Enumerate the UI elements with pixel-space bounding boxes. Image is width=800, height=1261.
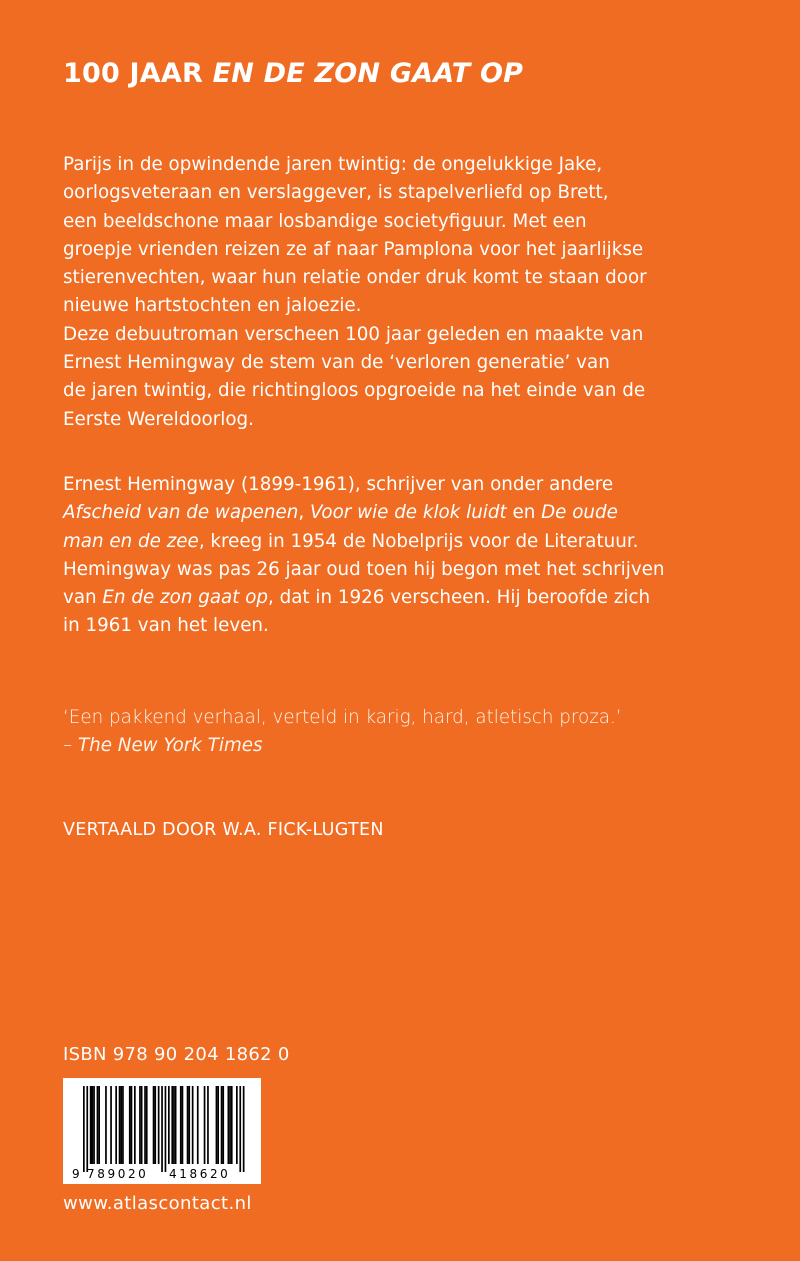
- barcode-bar: [171, 1086, 173, 1164]
- barcode-right-digits: 418620: [169, 1167, 231, 1181]
- barcode-bar: [173, 1086, 175, 1164]
- text-line: [63, 528, 763, 556]
- barcode-bar: [119, 1086, 121, 1164]
- barcode-bar: [204, 1086, 206, 1164]
- barcode-graphic: [63, 1078, 261, 1184]
- barcode-bar: [93, 1086, 95, 1164]
- barcode-bar: [216, 1086, 218, 1164]
- text-fragment: en: [506, 502, 542, 524]
- text-line: de jaren twintig, die richtingloos opgroeide na het einde van de: [63, 380, 646, 402]
- barcode-bar: [228, 1086, 230, 1164]
- barcode-bar: [122, 1086, 124, 1164]
- barcode-bar: [154, 1086, 156, 1164]
- barcode-bar: [197, 1086, 199, 1164]
- barcode-bars: [83, 1086, 245, 1172]
- barcode-bar: [86, 1086, 88, 1172]
- text-fragment: ,: [298, 502, 310, 524]
- barcode-bar: [158, 1086, 160, 1164]
- synopsis: [63, 151, 763, 434]
- barcode-bar: [222, 1086, 224, 1164]
- text-line: Parijs in de opwindende jaren twintig: de ongelukkige Jake,: [63, 154, 603, 175]
- text-line: in 1961 van het leven.: [63, 615, 269, 637]
- quote-source: The New York Times: [77, 735, 263, 757]
- barcode-bar: [92, 1086, 94, 1164]
- text-fragment: van: [63, 587, 103, 609]
- author-bio-paragraph: [63, 471, 763, 641]
- text-line: oorlogsveteraan en verslaggever, is stapelverliefd op Brett,: [63, 182, 609, 204]
- barcode-bar: [180, 1086, 182, 1164]
- synopsis-paragraph-1: [63, 151, 763, 321]
- barcode-bar: [168, 1086, 170, 1164]
- barcode-bar: [115, 1086, 117, 1164]
- barcode-bar: [161, 1086, 163, 1172]
- barcode-bar: [175, 1086, 177, 1164]
- book-title: man en de zee: [63, 530, 199, 552]
- barcode-bar: [207, 1086, 209, 1164]
- text-line: nieuwe hartstochten en jaloezie.: [63, 295, 362, 317]
- quote-dash: –: [63, 735, 78, 757]
- barcode-bar: [144, 1086, 146, 1164]
- barcode-bar: [139, 1086, 141, 1164]
- text-line: groepje vrienden reizen ze af naar Pamplona voor het jaarlijkse: [63, 238, 644, 260]
- barcode: [63, 1078, 261, 1184]
- barcode-bar: [231, 1086, 233, 1164]
- text-line: [63, 584, 763, 612]
- barcode-bar: [187, 1086, 189, 1164]
- text-line: Hemingway was pas 26 jaar oud toen hij begon met het schrijven: [63, 558, 665, 580]
- barcode-bar: [188, 1086, 190, 1164]
- heading-book-title: EN DE ZON GAAT OP: [212, 58, 524, 89]
- book-title: Voor wie de klok luidt: [309, 502, 507, 524]
- book-title: De oude: [541, 502, 618, 524]
- barcode-bar: [83, 1086, 85, 1172]
- barcode-bar: [120, 1086, 122, 1164]
- barcode-bar: [229, 1086, 231, 1164]
- publisher-website: www.atlascontact.nl: [63, 1193, 252, 1214]
- press-quote: [63, 704, 763, 761]
- barcode-bar: [217, 1086, 219, 1164]
- book-title: Afscheid van de wapenen: [63, 502, 299, 524]
- text-line: Deze debuutroman verscheen 100 jaar geleden en maakte van: [63, 323, 644, 345]
- quote-attribution: [63, 732, 763, 760]
- barcode-bar: [134, 1086, 136, 1164]
- synopsis-paragraph-2: [63, 321, 763, 434]
- barcode-bar: [97, 1086, 99, 1164]
- barcode-bar: [129, 1086, 131, 1164]
- barcode-bar: [221, 1086, 223, 1164]
- barcode-left-digits: 789020: [87, 1167, 149, 1181]
- text-line: [63, 499, 763, 527]
- quote-text: ‘Een pakkend verhaal, verteld in karig, hard, atletisch proza.’: [63, 707, 622, 728]
- text-fragment: , kreeg in 1954 de Nobelprijs voor de Literatuur.: [198, 530, 639, 552]
- barcode-bar: [110, 1086, 112, 1164]
- barcode-bar: [165, 1086, 167, 1172]
- heading-part1: 100 JAAR: [63, 58, 213, 89]
- text-fragment: , dat in 1926 verscheen. Hij beroofde zich: [268, 587, 651, 609]
- isbn-number: ISBN 978 90 204 1862 0: [63, 1044, 290, 1065]
- text-line: Ernest Hemingway (1899-1961), schrijver van onder andere: [63, 474, 614, 495]
- barcode-bar: [192, 1086, 194, 1164]
- translator-credit: VERTAALD DOOR W.A. FICK-LUGTEN: [63, 820, 384, 840]
- text-line: een beeldschone maar losbandige societyfiguur. Met een: [63, 210, 587, 232]
- barcode-bar: [182, 1086, 184, 1164]
- barcode-bar: [98, 1086, 100, 1164]
- text-line: Ernest Hemingway de stem van de ‘verloren generatie’ van: [63, 352, 610, 374]
- book-title: En de zon gaat op: [102, 587, 268, 609]
- barcode-bar: [105, 1086, 107, 1164]
- barcode-bar: [153, 1086, 155, 1164]
- barcode-bar: [146, 1086, 148, 1164]
- barcode-bar: [243, 1086, 245, 1172]
- back-cover-heading: [63, 58, 523, 89]
- barcode-bar: [239, 1086, 241, 1172]
- barcode-bar: [90, 1086, 92, 1164]
- text-line: Eerste Wereldoorlog.: [63, 408, 254, 430]
- author-bio: [63, 471, 763, 641]
- barcode-bar: [236, 1086, 238, 1164]
- barcode-bar: [141, 1086, 143, 1164]
- barcode-bar: [131, 1086, 133, 1164]
- barcode-lead-digit: 9: [72, 1167, 80, 1181]
- text-line: stierenvechten, waar hun relatie onder druk komt te staan door: [63, 267, 647, 289]
